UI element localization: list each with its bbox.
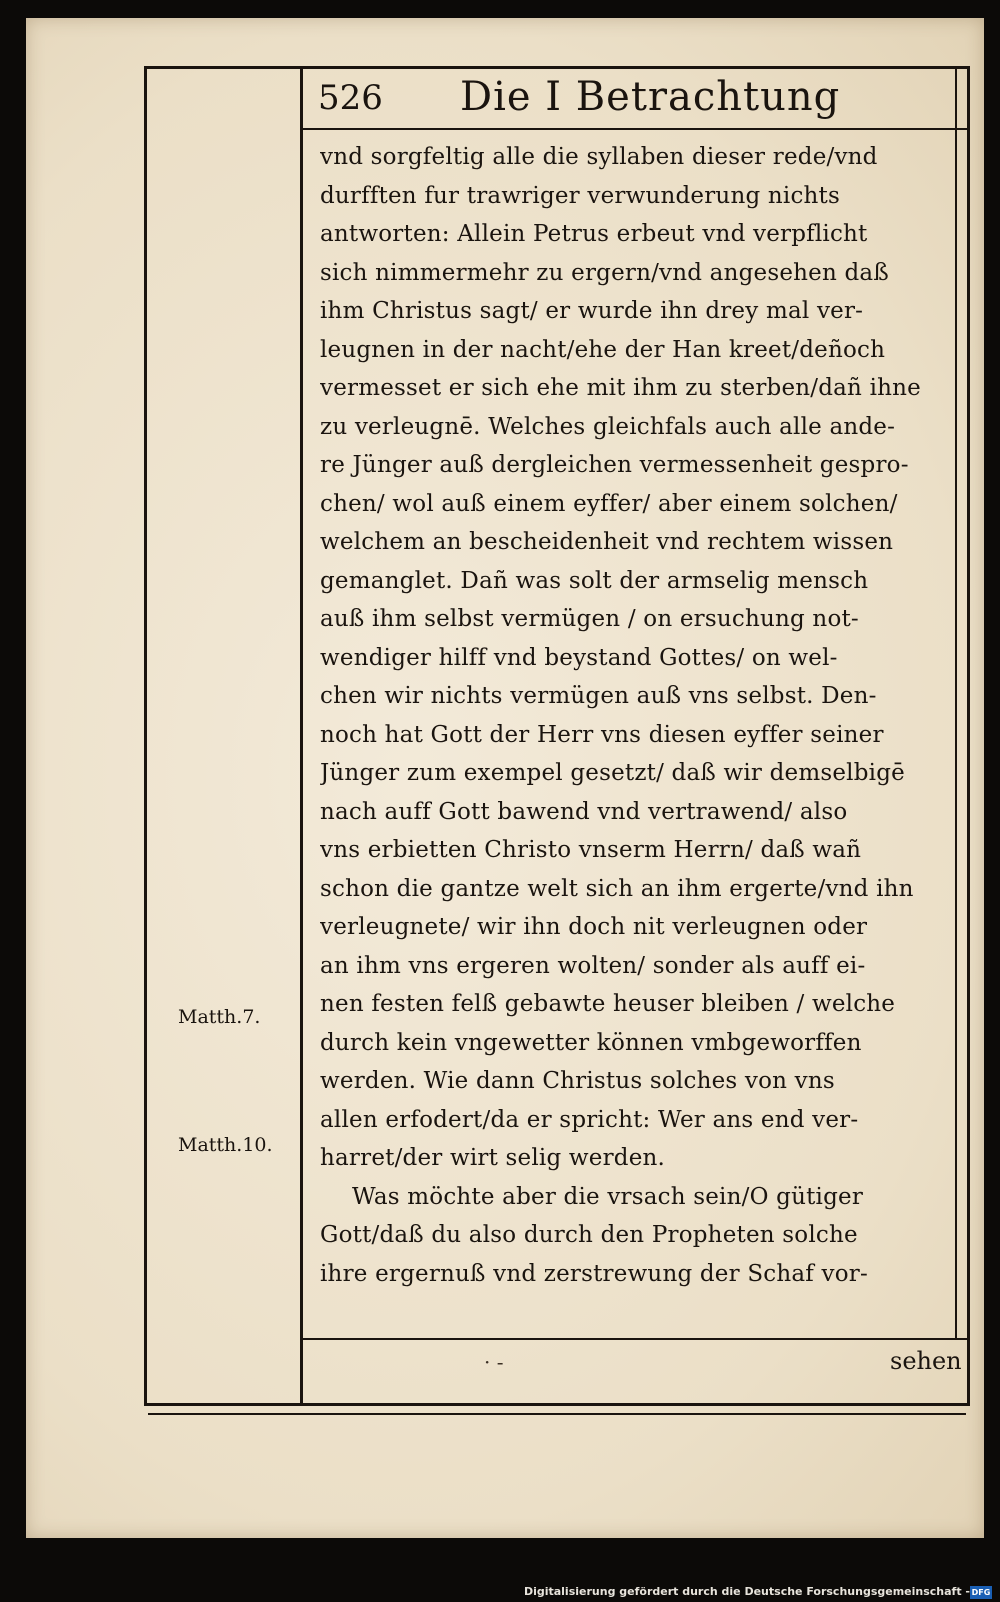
text-line: ihm Christus sagt/ er wurde ihn drey mal ver-	[320, 298, 864, 324]
text-line: durch kein vngewetter können vmbgeworffen	[320, 1029, 862, 1056]
text-line: ihre ergernuß vnd zerstrewung der Schaf vor-	[320, 1260, 868, 1287]
text-line: vnd sorgfeltig alle die syllaben dieser rede/vnd	[320, 144, 878, 170]
text-line: harret/der wirt selig werden.	[320, 1145, 666, 1171]
digitization-credit: Digitalisierung gefördert durch die Deutsche Forschungsgemeinschaft -	[523, 1585, 970, 1598]
text-line: Gott/daß du also durch den Propheten solche	[320, 1222, 858, 1248]
text-line: re Jünger auß dergleichen vermessenheit gespro-	[320, 452, 909, 478]
dfg-logo-icon: DFG	[971, 1588, 991, 1597]
text-line: antworten: Allein Petrus erbeut vnd verpflicht	[320, 221, 868, 247]
text-line: vermesset er sich ehe mit ihm zu sterben/dañ ihne	[320, 375, 921, 401]
text-line: verleugnete/ wir ihn doch nit verleugnen oder	[320, 914, 868, 940]
text-line: werden. Wie dann Christus solches von vns	[320, 1068, 835, 1094]
margin-note-matth-7: Matth.7.	[178, 1006, 261, 1028]
text-line: durfften fur trawriger verwunderung nichts	[320, 182, 841, 209]
text-block-right-rule	[955, 66, 957, 1338]
running-head: Die I Betrachtung	[460, 74, 841, 120]
text-line: zu verleugnē. Welches gleichfals auch alle ande-	[320, 413, 896, 440]
text-line: chen wir nichts vermügen auß vns selbst. Den-	[320, 683, 877, 709]
text-line-paragraph-start: Was möchte aber die vrsach sein/O gütiger	[352, 1183, 864, 1210]
text-line: vns erbietten Christo vnserm Herrn/ daß wañ	[320, 837, 862, 863]
text-line: welchem an bescheidenheit vnd rechtem wissen	[320, 529, 894, 555]
catchword: sehen	[890, 1347, 962, 1375]
margin-gutter-rule	[300, 66, 303, 1406]
body-text	[320, 138, 950, 1293]
printer-marks: · -	[484, 1350, 504, 1374]
text-line: wendiger hilff vnd beystand Gottes/ on wel-	[320, 644, 838, 671]
text-line: chen/ wol auß einem eyffer/ aber einem solchen/	[320, 490, 898, 517]
margin-note-matth-10: Matth.10.	[178, 1134, 273, 1156]
text-line: noch hat Gott der Herr vns diesen eyffer seiner	[320, 721, 884, 748]
text-line: allen erfodert/da er spricht: Wer ans end ver-	[320, 1106, 859, 1133]
text-line: auß ihm selbst vermügen / on ersuchung not-	[320, 606, 859, 632]
text-line: gemanglet. Dañ was solt der armselig mensch	[320, 567, 869, 594]
text-line: schon die gantze welt sich an ihm ergerte/vnd ihn	[320, 875, 914, 902]
text-line: sich nimmermehr zu ergern/vnd angesehen daß	[320, 259, 889, 286]
text-line: leugnen in der nacht/ehe der Han kreet/deñoch	[320, 336, 886, 363]
bottom-double-rule	[148, 1413, 966, 1415]
text-block-bottom-rule	[300, 1338, 970, 1340]
header-rule	[300, 128, 970, 130]
text-line: an ihm vns ergeren wolten/ sonder als auff ei-	[320, 952, 866, 979]
page-number: 526	[318, 78, 383, 118]
text-line: nach auff Gott bawend vnd vertrawend/ also	[320, 798, 848, 825]
text-line: Jünger zum exempel gesetzt/ daß wir demselbigē	[320, 760, 905, 786]
text-line: nen festen felß gebawte heuser bleiben / welche	[320, 991, 896, 1017]
